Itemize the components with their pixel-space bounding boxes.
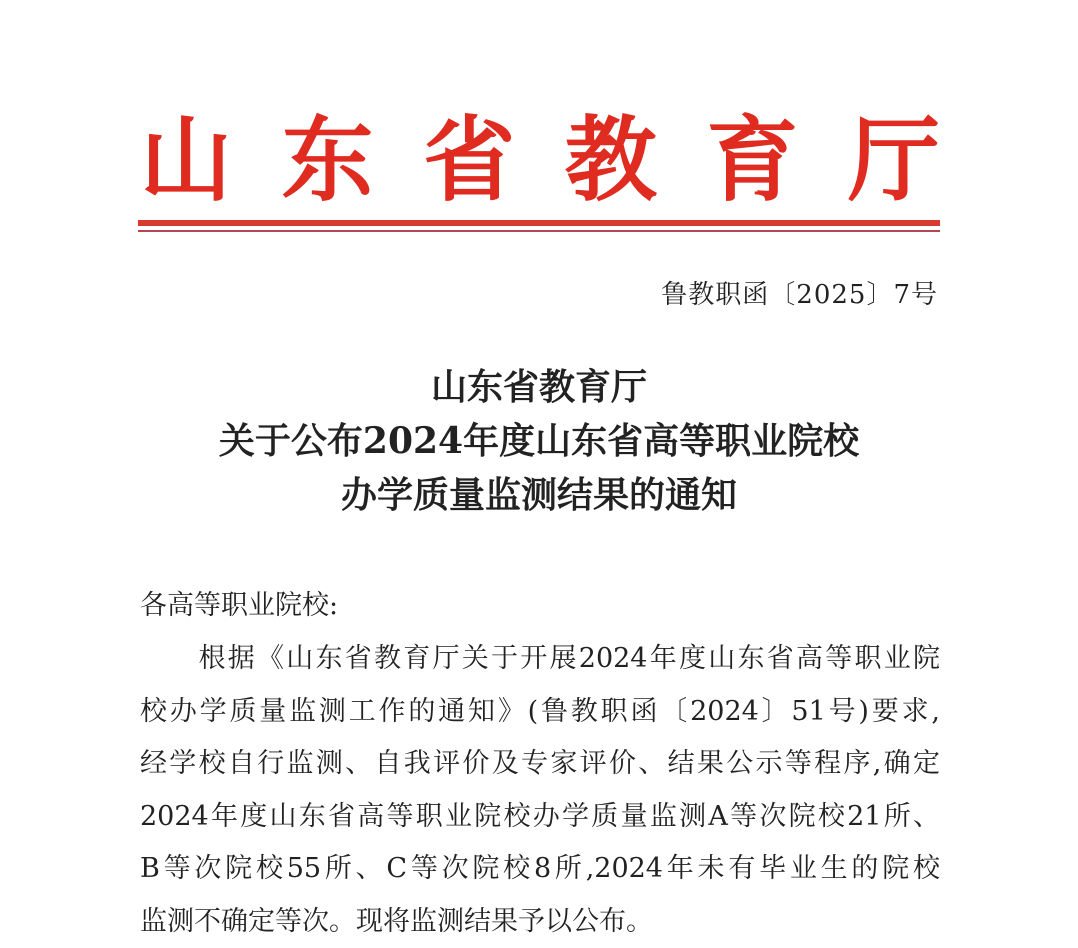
body-line: B等次院校55所、C等次院校8所,2024年未有毕业生的院校 [140, 843, 940, 896]
body-line: 校办学质量监测工作的通知》(鲁教职函〔2024〕51号)要求, [140, 686, 940, 739]
body-line: 根据《山东省教育厅关于开展2024年度山东省高等职业院 [140, 633, 940, 686]
salutation: 各高等职业院校: [140, 583, 338, 622]
letterhead-rule-thin [138, 230, 940, 232]
letterhead-char: 教 [565, 114, 657, 206]
body-paragraph [140, 633, 940, 948]
body-line: 2024年度山东省高等职业院校办学质量监测A等次院校21所、 [140, 791, 940, 844]
letterhead [140, 100, 940, 220]
document-number: 鲁教职函〔2025〕7号 [661, 274, 938, 311]
letterhead-char: 育 [706, 114, 798, 206]
letterhead-char: 山 [140, 114, 232, 206]
body-line: 监测不确定等次。现将监测结果予以公布。 [140, 896, 940, 948]
letterhead-char: 省 [423, 114, 515, 206]
letterhead-rule-thick [138, 220, 940, 226]
letterhead-char: 东 [282, 114, 374, 206]
title-line: 山东省教育厅 [0, 360, 1078, 414]
letterhead-char: 厅 [848, 114, 940, 206]
body-line: 经学校自行监测、自我评价及专家评价、结果公示等程序,确定 [140, 738, 940, 791]
title-line: 办学质量监测结果的通知 [0, 468, 1078, 522]
document-title [0, 360, 1078, 522]
title-line: 关于公布2024年度山东省高等职业院校 [0, 414, 1078, 468]
